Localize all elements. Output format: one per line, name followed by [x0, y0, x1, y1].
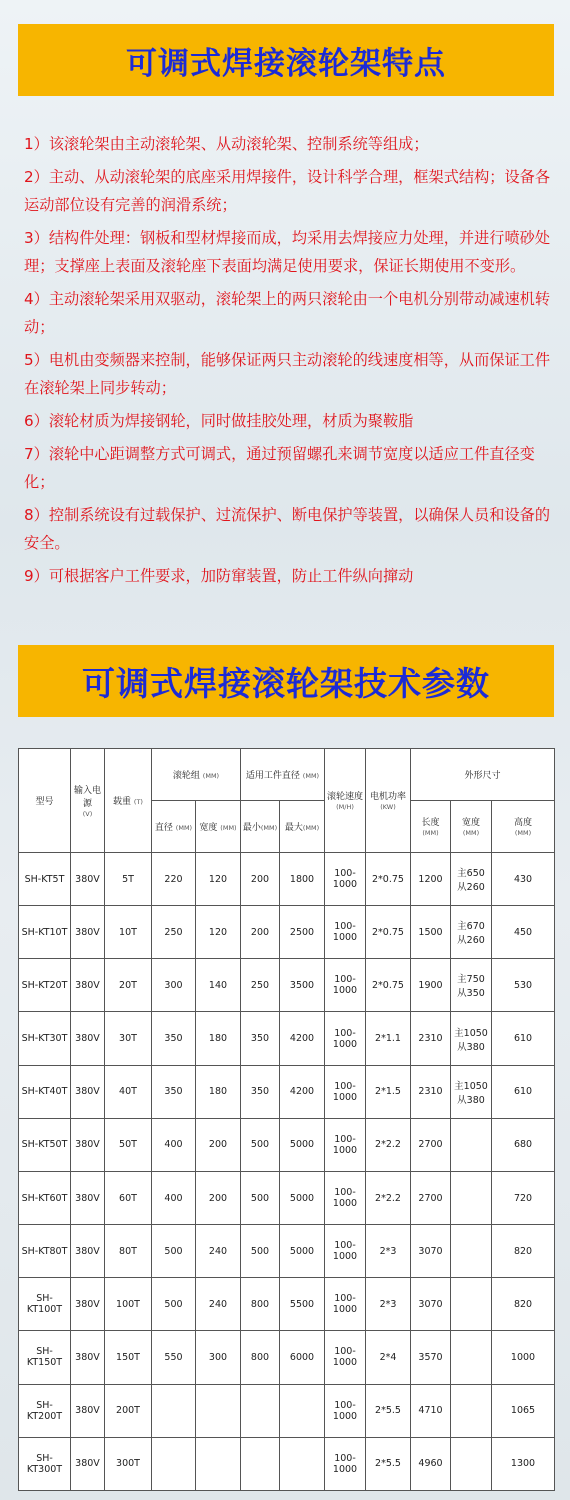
cell-min	[241, 1437, 280, 1490]
cell-len: 2700	[411, 1118, 451, 1171]
cell-max: 6000	[280, 1331, 325, 1384]
cell-load: 20T	[105, 959, 152, 1012]
cell-min: 200	[241, 906, 280, 959]
table-row	[19, 1012, 555, 1065]
cell-model: SH-KT200T	[19, 1384, 71, 1437]
cell-len: 3570	[411, 1331, 451, 1384]
cell-load: 60T	[105, 1171, 152, 1224]
cell-power: 2*5.5	[366, 1384, 411, 1437]
cell-width: 240	[196, 1225, 241, 1278]
cell-volt: 380V	[71, 1225, 105, 1278]
cell-wid: 主1050 从380	[451, 1065, 492, 1118]
cell-width: 240	[196, 1278, 241, 1331]
table-row	[19, 1225, 555, 1278]
cell-dia: 250	[152, 906, 196, 959]
col-header-wheel-diameter: 直径 (MM)	[152, 801, 196, 853]
cell-model: SH-KT80T	[19, 1225, 71, 1278]
col-header-wheel-width: 宽度 (MM)	[196, 801, 241, 853]
features-title: 可调式焊接滚轮架特点	[126, 45, 446, 82]
cell-volt: 380V	[71, 1012, 105, 1065]
cell-wid: 主670 从260	[451, 906, 492, 959]
cell-dia	[152, 1384, 196, 1437]
cell-dia: 500	[152, 1225, 196, 1278]
cell-hgt: 430	[492, 853, 555, 906]
col-header-power: 电机功率 (KW)	[366, 749, 411, 853]
cell-min: 500	[241, 1118, 280, 1171]
cell-width: 200	[196, 1171, 241, 1224]
cell-load: 40T	[105, 1065, 152, 1118]
cell-len: 4710	[411, 1384, 451, 1437]
cell-speed: 100-1000	[325, 1171, 366, 1224]
cell-len: 1200	[411, 853, 451, 906]
cell-speed: 100-1000	[325, 959, 366, 1012]
cell-max: 3500	[280, 959, 325, 1012]
col-header-wheel-group: 滚轮组 (MM)	[152, 749, 241, 801]
col-header-load: 载重 (T)	[105, 749, 152, 853]
col-header-work-min: 最小(MM)	[241, 801, 280, 853]
cell-max: 5000	[280, 1225, 325, 1278]
cell-volt: 380V	[71, 906, 105, 959]
cell-model: SH-KT30T	[19, 1012, 71, 1065]
feature-item: 7）滚轮中心距调整方式可调式，通过预留螺孔来调节宽度以适应工件直径变化；	[24, 444, 535, 492]
cell-hgt: 720	[492, 1171, 555, 1224]
cell-load: 80T	[105, 1225, 152, 1278]
cell-hgt: 820	[492, 1225, 555, 1278]
cell-max	[280, 1437, 325, 1490]
cell-hgt: 610	[492, 1065, 555, 1118]
cell-wid	[451, 1171, 492, 1224]
cell-len: 2310	[411, 1065, 451, 1118]
cell-wid: 主750 从350	[451, 959, 492, 1012]
cell-hgt: 1065	[492, 1384, 555, 1437]
cell-max: 4200	[280, 1065, 325, 1118]
cell-hgt: 680	[492, 1118, 555, 1171]
table-row	[19, 906, 555, 959]
cell-volt: 380V	[71, 1118, 105, 1171]
cell-model: SH-KT300T	[19, 1437, 71, 1490]
features-list	[24, 130, 554, 595]
cell-load: 10T	[105, 906, 152, 959]
cell-speed: 100-1000	[325, 853, 366, 906]
table-row	[19, 1278, 555, 1331]
cell-dia: 400	[152, 1118, 196, 1171]
feature-item: 9）可根据客户工件要求，加防窜装置，防止工件纵向撺动	[24, 567, 414, 586]
table-row	[19, 1118, 555, 1171]
cell-power: 2*5.5	[366, 1437, 411, 1490]
col-header-work-max: 最大(MM)	[280, 801, 325, 853]
cell-speed: 100-1000	[325, 906, 366, 959]
cell-hgt: 1300	[492, 1437, 555, 1490]
cell-max: 5000	[280, 1171, 325, 1224]
cell-wid	[451, 1118, 492, 1171]
cell-load: 30T	[105, 1012, 152, 1065]
cell-max: 5500	[280, 1278, 325, 1331]
cell-len: 1500	[411, 906, 451, 959]
cell-dia: 550	[152, 1331, 196, 1384]
table-row	[19, 1437, 555, 1490]
cell-volt: 380V	[71, 853, 105, 906]
col-header-height: 高度 (MM)	[492, 801, 555, 853]
cell-wid	[451, 1437, 492, 1490]
cell-min: 350	[241, 1065, 280, 1118]
feature-item: 6）滚轮材质为焊接钢轮，同时做挂胶处理，材质为聚鞍脂	[24, 412, 414, 431]
table-row	[19, 1331, 555, 1384]
cell-len: 2310	[411, 1012, 451, 1065]
cell-power: 2*0.75	[366, 853, 411, 906]
cell-model: SH-KT50T	[19, 1118, 71, 1171]
feature-item: 5）电机由变频器来控制，能够保证两只主动滚轮的线速度相等，从而保证工件在滚轮架上同步转动；	[24, 351, 551, 398]
feature-item: 3）结构件处理：钢板和型材焊接而成，均采用去焊接应力处理，并进行喷砂处理；支撑座上表面及滚轮座下表面均满足使用要求，保证长期使用不变形。	[24, 228, 551, 276]
cell-min: 800	[241, 1278, 280, 1331]
cell-power: 2*4	[366, 1331, 411, 1384]
col-header-speed: 滚轮速度 (M/H)	[325, 749, 366, 853]
cell-model: SH-KT150T	[19, 1331, 71, 1384]
cell-power: 2*2.2	[366, 1118, 411, 1171]
cell-width	[196, 1384, 241, 1437]
cell-min: 500	[241, 1171, 280, 1224]
specs-table	[18, 748, 555, 1491]
cell-min: 500	[241, 1225, 280, 1278]
col-header-width: 宽度 (MM)	[451, 801, 492, 853]
cell-model: SH-KT100T	[19, 1278, 71, 1331]
cell-power: 2*2.2	[366, 1171, 411, 1224]
cell-power: 2*0.75	[366, 906, 411, 959]
cell-min: 350	[241, 1012, 280, 1065]
cell-width: 140	[196, 959, 241, 1012]
cell-power: 2*3	[366, 1225, 411, 1278]
cell-dia: 350	[152, 1012, 196, 1065]
cell-dia: 300	[152, 959, 196, 1012]
cell-volt: 380V	[71, 1278, 105, 1331]
cell-width: 120	[196, 853, 241, 906]
feature-item: 2）主动、从动滚轮架的底座采用焊接件，设计科学合理，框架式结构；设备各运动部位设有完善的润滑系统；	[24, 167, 551, 215]
specs-table-container	[18, 748, 554, 1491]
specs-title: 可调式焊接滚轮架技术参数	[82, 663, 490, 703]
cell-wid: 主1050 从380	[451, 1012, 492, 1065]
cell-min: 250	[241, 959, 280, 1012]
cell-volt: 380V	[71, 1171, 105, 1224]
cell-min: 800	[241, 1331, 280, 1384]
col-header-work-diameter: 适用工件直径 (MM)	[241, 749, 325, 801]
cell-speed: 100-1000	[325, 1012, 366, 1065]
specs-table-body	[19, 853, 555, 1491]
cell-len: 3070	[411, 1225, 451, 1278]
cell-wid	[451, 1278, 492, 1331]
cell-model: SH-KT20T	[19, 959, 71, 1012]
cell-power: 2*3	[366, 1278, 411, 1331]
cell-model: SH-KT5T	[19, 853, 71, 906]
cell-len: 1900	[411, 959, 451, 1012]
cell-len: 3070	[411, 1278, 451, 1331]
cell-power: 2*1.1	[366, 1012, 411, 1065]
cell-hgt: 610	[492, 1012, 555, 1065]
cell-power: 2*0.75	[366, 959, 411, 1012]
cell-width: 180	[196, 1012, 241, 1065]
cell-load: 150T	[105, 1331, 152, 1384]
cell-power: 2*1.5	[366, 1065, 411, 1118]
cell-dia: 220	[152, 853, 196, 906]
cell-wid	[451, 1384, 492, 1437]
cell-speed: 100-1000	[325, 1437, 366, 1490]
cell-speed: 100-1000	[325, 1331, 366, 1384]
cell-len: 4960	[411, 1437, 451, 1490]
cell-speed: 100-1000	[325, 1384, 366, 1437]
cell-model: SH-KT10T	[19, 906, 71, 959]
cell-dia	[152, 1437, 196, 1490]
col-header-length: 长度 (MM)	[411, 801, 451, 853]
col-header-input: 输入电源 (V)	[71, 749, 105, 853]
cell-volt: 380V	[71, 1437, 105, 1490]
cell-speed: 100-1000	[325, 1225, 366, 1278]
feature-item: 4）主动滚轮架采用双驱动，滚轮架上的两只滚轮由一个电机分别带动减速机转动；	[24, 289, 551, 337]
cell-load: 50T	[105, 1118, 152, 1171]
cell-load: 5T	[105, 853, 152, 906]
table-row	[19, 959, 555, 1012]
cell-hgt: 820	[492, 1278, 555, 1331]
col-header-model: 型号	[19, 749, 71, 853]
cell-max: 1800	[280, 853, 325, 906]
cell-max: 4200	[280, 1012, 325, 1065]
cell-len: 2700	[411, 1171, 451, 1224]
cell-min: 200	[241, 853, 280, 906]
cell-min	[241, 1384, 280, 1437]
table-row	[19, 1171, 555, 1224]
cell-width: 120	[196, 906, 241, 959]
cell-dia: 350	[152, 1065, 196, 1118]
cell-dia: 400	[152, 1171, 196, 1224]
cell-speed: 100-1000	[325, 1065, 366, 1118]
feature-item: 8）控制系统设有过载保护、过流保护、断电保护等装置，以确保人员和设备的安全。	[24, 506, 551, 553]
table-row	[19, 1384, 555, 1437]
cell-width: 300	[196, 1331, 241, 1384]
cell-dia: 500	[152, 1278, 196, 1331]
cell-wid	[451, 1225, 492, 1278]
table-row	[19, 1065, 555, 1118]
cell-max: 2500	[280, 906, 325, 959]
cell-width	[196, 1437, 241, 1490]
features-title-banner	[18, 24, 554, 96]
specs-title-banner	[18, 645, 554, 717]
cell-volt: 380V	[71, 1065, 105, 1118]
cell-hgt: 450	[492, 906, 555, 959]
cell-max	[280, 1384, 325, 1437]
cell-load: 200T	[105, 1384, 152, 1437]
cell-hgt: 1000	[492, 1331, 555, 1384]
cell-wid	[451, 1331, 492, 1384]
cell-hgt: 530	[492, 959, 555, 1012]
cell-speed: 100-1000	[325, 1278, 366, 1331]
table-row	[19, 853, 555, 906]
cell-wid: 主650 从260	[451, 853, 492, 906]
cell-model: SH-KT60T	[19, 1171, 71, 1224]
cell-model: SH-KT40T	[19, 1065, 71, 1118]
cell-load: 100T	[105, 1278, 152, 1331]
cell-load: 300T	[105, 1437, 152, 1490]
cell-width: 180	[196, 1065, 241, 1118]
cell-volt: 380V	[71, 959, 105, 1012]
cell-width: 200	[196, 1118, 241, 1171]
cell-volt: 380V	[71, 1331, 105, 1384]
feature-item: 1）该滚轮架由主动滚轮架、从动滚轮架、控制系统等组成；	[24, 135, 429, 153]
cell-volt: 380V	[71, 1384, 105, 1437]
cell-max: 5000	[280, 1118, 325, 1171]
cell-speed: 100-1000	[325, 1118, 366, 1171]
col-header-dimensions: 外形尺寸	[411, 749, 555, 801]
